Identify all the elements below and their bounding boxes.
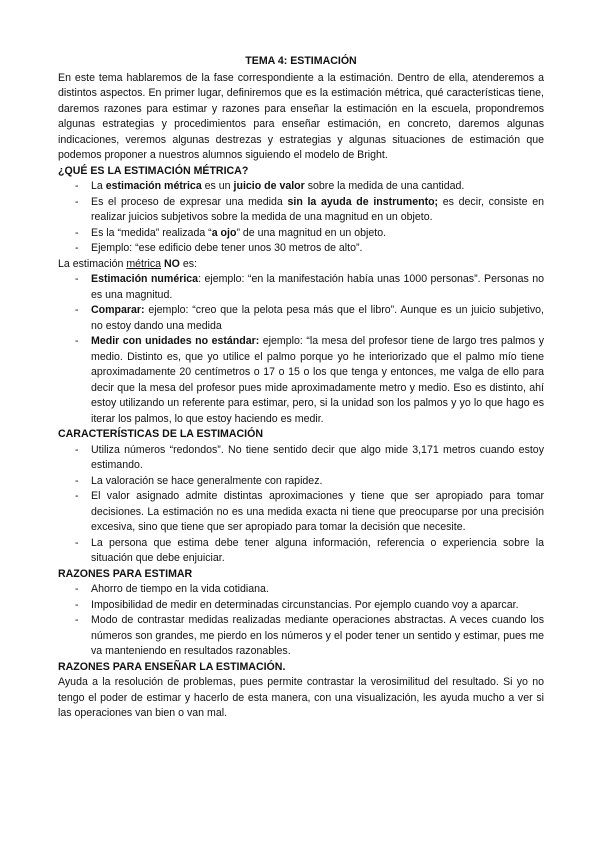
list-item xyxy=(58,226,544,242)
text-span: La xyxy=(91,180,106,192)
bold-term: Comparar: xyxy=(91,304,145,316)
list-item xyxy=(58,195,544,226)
text-span: es: xyxy=(179,257,197,270)
text-span: Es la “medida” realizada “ xyxy=(91,226,212,239)
underlined-term: métrica xyxy=(126,257,162,270)
list-item: - Utiliza números “redondos”. No tiene sentido decir que algo mide 3,171 metros cuando estoy estimando. xyxy=(58,443,544,474)
bold-term: Medir con unidades no estándar: xyxy=(91,335,260,347)
reasons-list xyxy=(58,582,544,660)
text-span: es un xyxy=(201,180,234,192)
text-span: ejemplo: “creo que la pelota pesa más que el libro”. Aunque es un juicio subjetivo, no estoy dando una medida xyxy=(91,304,544,332)
intro-paragraph: En este tema hablaremos de la fase correspondiente a la estimación. Dentro de ella, atenderemos a distintos aspectos. En primer lugar, definiremos que es la estimación métrica, qué características tiene, daremos razones para estimar y razones para enseñar la estimación en la escuela, propondremos algunas estrategias y procedimientos para enseñar estimación, en concreto, daremos algunas indicaciones, veremos algunas destrezas y estrategias y algunas situaciones de estimación que podemos proponer a nuestros alumnos siguiendo el modelo de Bright. xyxy=(58,71,544,161)
text-span: ejemplo: “la mesa del profesor tiene de largo tres palmos y medio. Distinto es, que yo utilice el palmo porque yo he interiorizado que el palmo mío tiene aproximadamente 20 centímetros o 17 o 15 o los que tenga y entonces, me valga de ello para decir que la mesa del profesor pues mide aproximadamente metro y medio. Eso es distinto, ahí estoy utilizando un referente para estimar, pero, si la unidad son los palmos y yo lo que hago es iterar los palmos, lo que estoy haciendo es medir. xyxy=(91,335,545,425)
page-title: TEMA 4: ESTIMACIÓN xyxy=(245,55,357,67)
text-span: ” de una magnitud en un objeto. xyxy=(236,226,387,239)
list-item xyxy=(58,303,544,334)
section-heading-reasons-estimate: RAZONES PARA ESTIMAR xyxy=(58,567,193,580)
bold-term: NO xyxy=(164,257,180,270)
bold-term: a ojo xyxy=(211,226,237,239)
list-item: - La persona que estima debe tener alguna información, referencia o experiencia sobre la situación que debe enjuiciar. xyxy=(58,536,544,567)
list-item xyxy=(58,272,544,303)
list-item: - Imposibilidad de medir en determinadas circunstancias. Por ejemplo cuando voy a aparcar. xyxy=(58,598,544,614)
definition-list xyxy=(58,179,544,257)
text-span: La estimación xyxy=(58,257,127,270)
text-span: es decir, consiste en realizar juicios subjetivos sobre la medida de una magnitud en un objeto. xyxy=(91,195,544,223)
teaching-paragraph: Ayuda a la resolución de problemas, pues permite contrastar la verosimilitud del resultado. Si yo no tengo el poder de estimar y hacerlo de esta manera, con una visualización, les ayuda mucho a ver si las operaciones van bien o van mal. xyxy=(58,676,544,719)
bold-term: estimación métrica xyxy=(105,180,202,192)
list-item: - El valor asignado admite distintas aproximaciones y tiene que ser apropiado para tomar decisiones. La estimación no es una medida exacta ni tiene que preocuparse por una precisión excesiva, sino que tiene que ser apropiado para tomar la decisión que necesite. xyxy=(58,489,544,536)
list-item: - Ejemplo: “ese edificio debe tener unos 30 metros de alto”. xyxy=(58,241,544,257)
list-item xyxy=(58,179,544,195)
document-page xyxy=(58,54,544,722)
section-heading-reasons-teach: RAZONES PARA ENSEÑAR LA ESTIMACIÓN. xyxy=(58,660,286,673)
bold-term: sin la ayuda de instrumento; xyxy=(287,195,439,208)
text-span: Es el proceso de expresar una medida xyxy=(91,195,288,208)
section-heading-what-is: ¿QUÉ ES LA ESTIMACIÓN MÉTRICA? xyxy=(58,164,249,177)
list-item: - La valoración se hace generalmente con rapidez. xyxy=(58,474,544,490)
text-span: sobre la medida de una cantidad. xyxy=(304,180,465,192)
not-metric-intro xyxy=(58,257,544,273)
list-item: - Ahorro de tiempo en la vida cotidiana. xyxy=(58,582,544,598)
bold-term: Estimación numérica xyxy=(91,273,199,285)
list-item xyxy=(58,334,544,427)
text-span: : ejemplo: “en la manifestación había unas 1000 personas”. Personas no es una magnitud. xyxy=(91,273,544,301)
not-metric-list xyxy=(58,272,544,427)
list-item: - Modo de contrastar medidas realizadas mediante operaciones abstractas. A veces cuando los números son grandes, me pierdo en los números y el poder tener un sentido y estimar, pues me va manteniendo en resultados razonables. xyxy=(58,613,544,660)
characteristics-list xyxy=(58,443,544,567)
section-heading-characteristics: CARACTERÍSTICAS DE LA ESTIMACIÓN xyxy=(58,428,264,440)
bold-term: juicio de valor xyxy=(233,180,305,192)
